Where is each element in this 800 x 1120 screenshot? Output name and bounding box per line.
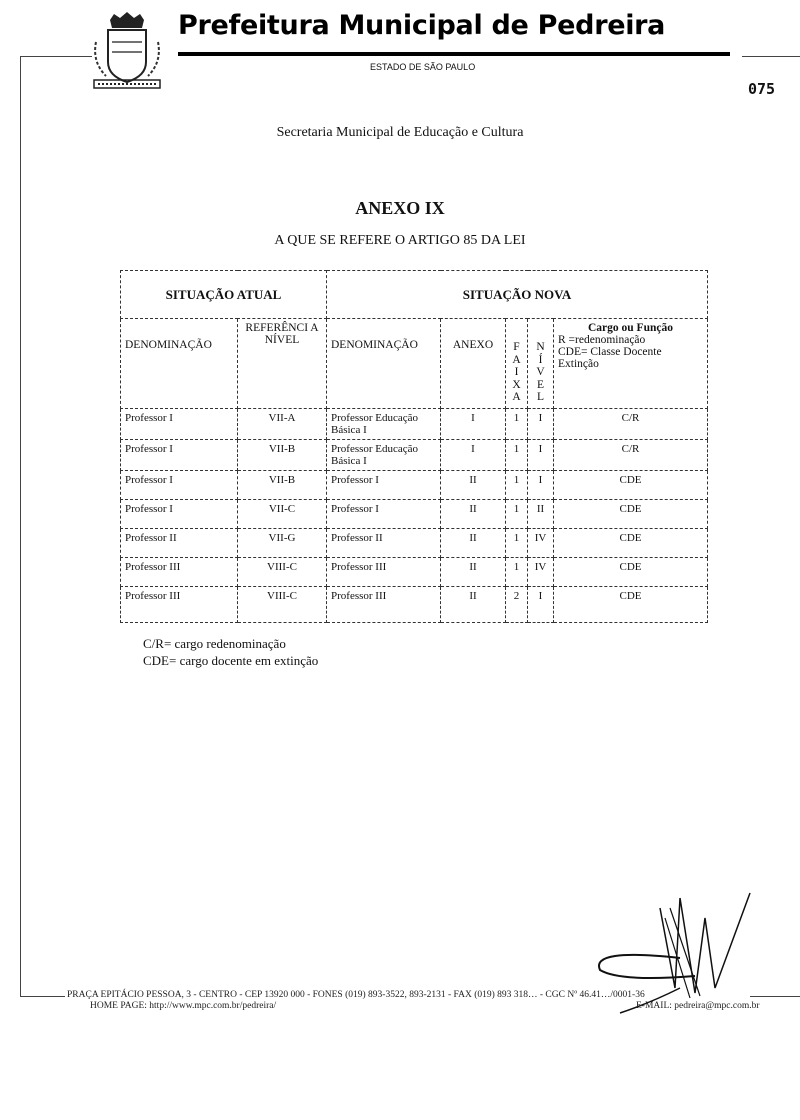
cell-den-nova: Professor I <box>327 500 441 529</box>
group-header-new: SITUAÇÃO NOVA <box>327 271 708 319</box>
col-header-nivel: NÍVEL <box>536 341 545 403</box>
cell-ref: VIII-C <box>238 587 327 623</box>
table-row <box>121 440 708 471</box>
cell-cargo: CDE <box>554 529 708 558</box>
cargo-legend-cde: CDE= Classe Docente <box>558 346 662 358</box>
cell-faixa: 1 <box>506 558 528 587</box>
table-row <box>121 471 708 500</box>
annex-title: ANEXO IX <box>355 198 445 218</box>
cell-faixa: 1 <box>506 529 528 558</box>
annex-subtitle: A QUE SE REFERE O ARTIGO 85 DA LEI <box>274 233 526 248</box>
cell-anexo: II <box>441 558 506 587</box>
cell-den-nova: Professor Educação Básica I <box>327 409 441 440</box>
department-name: Secretaria Municipal de Educação e Cultura <box>276 125 524 140</box>
cell-faixa: 2 <box>506 587 528 623</box>
table-row <box>121 500 708 529</box>
cell-cargo: C/R <box>554 440 708 471</box>
col-header-faixa: FAIXA <box>512 341 521 403</box>
margin-line-bottom-left <box>20 996 65 997</box>
footer-address: PRAÇA EPITÁCIO PESSOA, 3 - CENTRO - CEP 13920 000 - FONES (019) 893-3522, 893-2131 - FAX (019) 893 318… - CGC Nº 46.41…/0001-36 <box>67 990 645 1000</box>
cell-nivel: I <box>528 440 554 471</box>
cell-nivel: I <box>528 409 554 440</box>
cell-nivel: IV <box>528 529 554 558</box>
col-header-cargo <box>554 319 708 409</box>
col-header-anexo: ANEXO <box>441 319 506 409</box>
cell-anexo: II <box>441 587 506 623</box>
cell-den-nova: Professor I <box>327 471 441 500</box>
cargo-title: Cargo ou Função <box>588 322 673 334</box>
cell-ref: VIII-C <box>238 558 327 587</box>
cell-den-atual: Professor I <box>121 440 238 471</box>
cell-faixa: 1 <box>506 471 528 500</box>
cell-nivel: I <box>528 471 554 500</box>
cell-faixa: 1 <box>506 440 528 471</box>
cell-den-atual: Professor I <box>121 471 238 500</box>
cell-den-nova: Professor III <box>327 558 441 587</box>
state-label: ESTADO DE SÃO PAULO <box>370 62 476 72</box>
cell-ref: VII-C <box>238 500 327 529</box>
col-header-referencia: REFERÊNCI A NÍVEL <box>238 319 327 409</box>
cell-den-atual: Professor I <box>121 500 238 529</box>
abbreviation-legend <box>143 635 318 669</box>
cell-cargo: C/R <box>554 409 708 440</box>
cell-anexo: I <box>441 440 506 471</box>
cell-nivel: II <box>528 500 554 529</box>
cell-anexo: II <box>441 500 506 529</box>
cell-anexo: I <box>441 409 506 440</box>
col-header-denominacao-nova: DENOMINAÇÃO <box>327 319 441 409</box>
classification-table <box>120 270 708 623</box>
cell-cargo: CDE <box>554 558 708 587</box>
cell-faixa: 1 <box>506 500 528 529</box>
group-header-current: SITUAÇÃO ATUAL <box>121 271 327 319</box>
cell-ref: VII-B <box>238 440 327 471</box>
column-header-row <box>121 319 708 409</box>
page-title: Prefeitura Municipal de Pedreira <box>178 10 666 41</box>
margin-line-top-left <box>20 56 92 57</box>
footer-homepage: HOME PAGE: http://www.mpc.com.br/pedreira/ <box>90 1001 277 1011</box>
group-header-row <box>121 271 708 319</box>
footer-email: E-MAIL: pedreira@mpc.com.br <box>636 1001 760 1011</box>
legend-cr: C/R= cargo redenominação <box>143 636 286 651</box>
cell-anexo: II <box>441 529 506 558</box>
cargo-legend-r: R =redenominação <box>558 334 646 346</box>
table-row <box>121 409 708 440</box>
cell-cargo: CDE <box>554 471 708 500</box>
municipal-coat-of-arms-icon <box>88 12 166 94</box>
margin-line-top-right <box>742 56 800 57</box>
table-row <box>121 587 708 623</box>
cell-faixa: 1 <box>506 409 528 440</box>
cell-den-nova: Professor II <box>327 529 441 558</box>
cell-den-atual: Professor III <box>121 587 238 623</box>
title-rule <box>178 52 730 56</box>
table-row <box>121 558 708 587</box>
cell-den-nova: Professor Educação Básica I <box>327 440 441 471</box>
cell-nivel: IV <box>528 558 554 587</box>
cell-ref: VII-G <box>238 529 327 558</box>
cell-den-atual: Professor I <box>121 409 238 440</box>
cell-cargo: CDE <box>554 500 708 529</box>
margin-line-left <box>20 56 21 996</box>
page-number: 075 <box>748 80 776 98</box>
cell-den-atual: Professor II <box>121 529 238 558</box>
cell-nivel: I <box>528 587 554 623</box>
cell-ref: VII-B <box>238 471 327 500</box>
cell-cargo: CDE <box>554 587 708 623</box>
cell-den-atual: Professor III <box>121 558 238 587</box>
table-row <box>121 529 708 558</box>
cell-anexo: II <box>441 471 506 500</box>
cell-den-nova: Professor III <box>327 587 441 623</box>
col-header-denominacao-atual: DENOMINAÇÃO <box>121 319 238 409</box>
cell-ref: VII-A <box>238 409 327 440</box>
handwritten-signature <box>530 878 760 1038</box>
legend-cde: CDE= cargo docente em extinção <box>143 653 319 668</box>
cargo-legend-extincao: Extinção <box>558 358 599 370</box>
